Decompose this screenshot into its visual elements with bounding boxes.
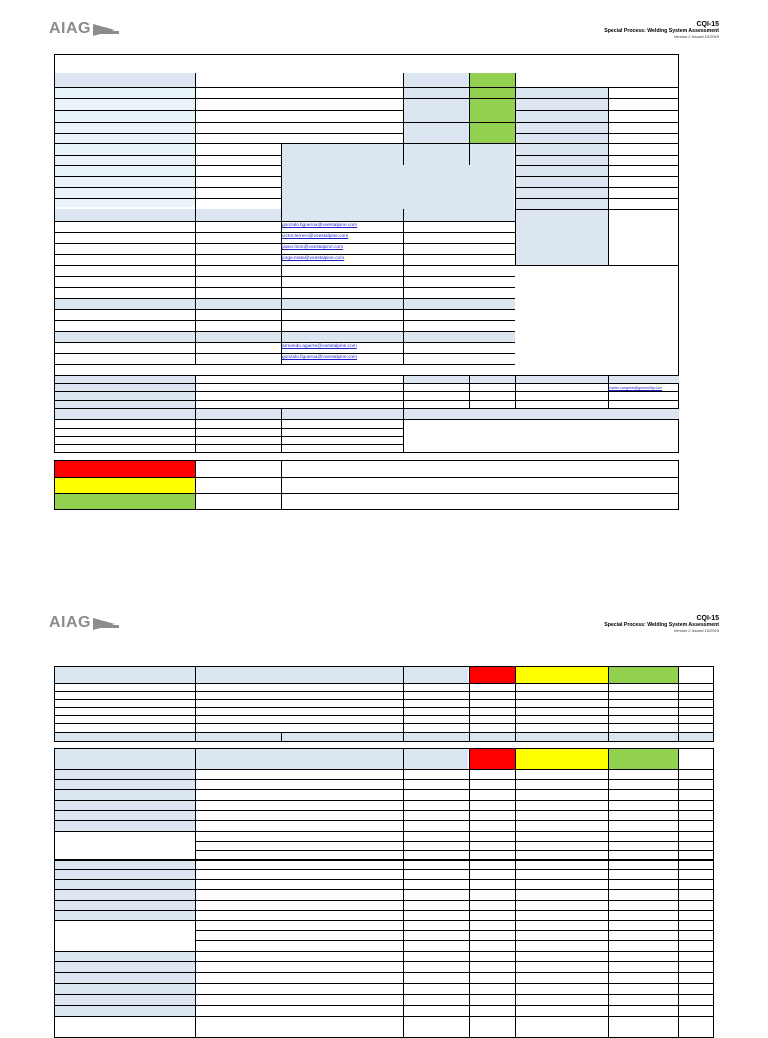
- aiag-swoosh-icon: [93, 617, 119, 629]
- table-a-red-col: [469, 667, 515, 683]
- aiag-logo-2: AIAG: [49, 614, 119, 632]
- legend-red-swatch: [55, 461, 195, 477]
- rating-green-1: [469, 73, 515, 98]
- rating-green-2: [469, 98, 515, 122]
- document-title: Special Process: Welding System Assessment: [604, 28, 719, 34]
- contact-email-3[interactable]: javier.liron@voestalpine.com: [282, 245, 344, 250]
- rating-label-4: [403, 143, 469, 165]
- section-header-row-b: [55, 331, 515, 342]
- document-version: Version 2 Issued 10/2019: [673, 34, 719, 39]
- aiag-logo: AIAG: [49, 20, 119, 38]
- table-a-header: [55, 667, 468, 683]
- lower-info-labels: [55, 376, 195, 408]
- aiag-swoosh-icon: [93, 23, 119, 35]
- table-a-green-col: [608, 667, 678, 683]
- table-a-footer: [55, 732, 713, 741]
- legend-green-swatch: [55, 493, 195, 509]
- rating-label-2: [403, 98, 469, 122]
- contact-email-4[interactable]: jorge.mata@voestalpine.com: [282, 256, 345, 261]
- section-header-row-a: [55, 298, 515, 309]
- document-header-2: [604, 615, 719, 633]
- supplier-header-cell: [55, 73, 195, 87]
- table-a-yellow-col: [515, 667, 608, 683]
- external-email[interactable]: martin.vangeest@giromultity.com: [609, 386, 663, 390]
- document-code-2: CQI-15: [696, 615, 719, 622]
- table-b-green-col: [608, 749, 678, 769]
- legend-yellow-swatch: [55, 477, 195, 493]
- summary-header-row: [55, 409, 679, 419]
- rating-label-3: [403, 122, 469, 143]
- document-code: CQI-15: [696, 21, 719, 28]
- contact-email-2[interactable]: victor.terrero@voestalpine.com: [282, 234, 349, 239]
- lower-info-header: [403, 376, 679, 383]
- table-b-yellow-col: [515, 749, 608, 769]
- document-header: [604, 21, 719, 39]
- team-email-2[interactable]: gonzalo.figueroa@voestalpine.com: [282, 355, 358, 360]
- table-b-red-col: [469, 749, 515, 769]
- document-title-2: Special Process: Welding System Assessment: [604, 622, 719, 628]
- document-version-2: Version 2 Issued 10/2019: [673, 628, 719, 633]
- table-b-header: [55, 749, 468, 769]
- team-email-1[interactable]: armando.aguirre@voestalpine.com: [282, 344, 357, 349]
- contact-email-1[interactable]: gonzalo.figueroa@voestalpine.com: [282, 223, 358, 228]
- rating-label-1: [403, 73, 469, 98]
- contacts-header-row: [55, 209, 515, 221]
- remarks-block: [281, 143, 514, 209]
- rating-green-3: [469, 122, 515, 143]
